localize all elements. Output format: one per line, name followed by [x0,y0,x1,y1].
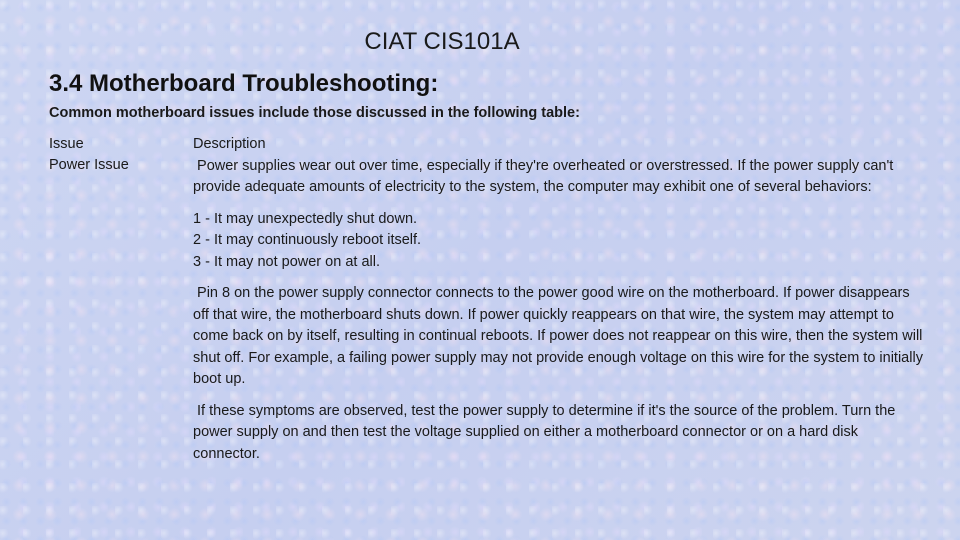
list-item: 3 - It may not power on at all. [193,253,380,270]
course-title: CIAT CIS101A [364,28,520,55]
description-paragraph-1: Power supplies wear out over time, especially if they're overheated or overstressed. If the power supply can't provide adequate amounts of electricity to the system, the computer may exhibit one of several behaviors: [193,157,898,195]
description-paragraph-3: If these symptoms are observed, test the power supply to determine if it's the source of the problem. Turn the power supply on and then test the voltage supplied on either a motherboard connector or on a hard disk connector. [193,402,900,462]
description-column-header: Description [193,136,266,152]
list-item: 1 - It may unexpectedly shut down. [193,210,418,227]
slide-heading: 3.4 Motherboard Troubleshooting: [49,70,439,97]
behavior-list [193,209,923,274]
issue-cell: Power Issue [49,157,129,173]
issue-column-header: Issue [49,136,84,152]
issue-column [49,134,179,176]
intro-text: Common motherboard issues include those discussed in the following table: [49,105,580,121]
description-paragraph-2: Pin 8 on the power supply connector connects to the power good wire on the motherboard. If power disappears off that wire, the motherboard shuts down. If power quickly reappears on that wire, the system may attempt to come back on by itself, resulting in continual reboots. If power does not reappear on this wire, then the system will shut off. For example, a failing power supply may not provide enough voltage on this wire for the system to initially boot up. [193,285,927,387]
description-column [193,134,927,475]
list-item: 2 - It may continuously reboot itself. [193,232,422,248]
